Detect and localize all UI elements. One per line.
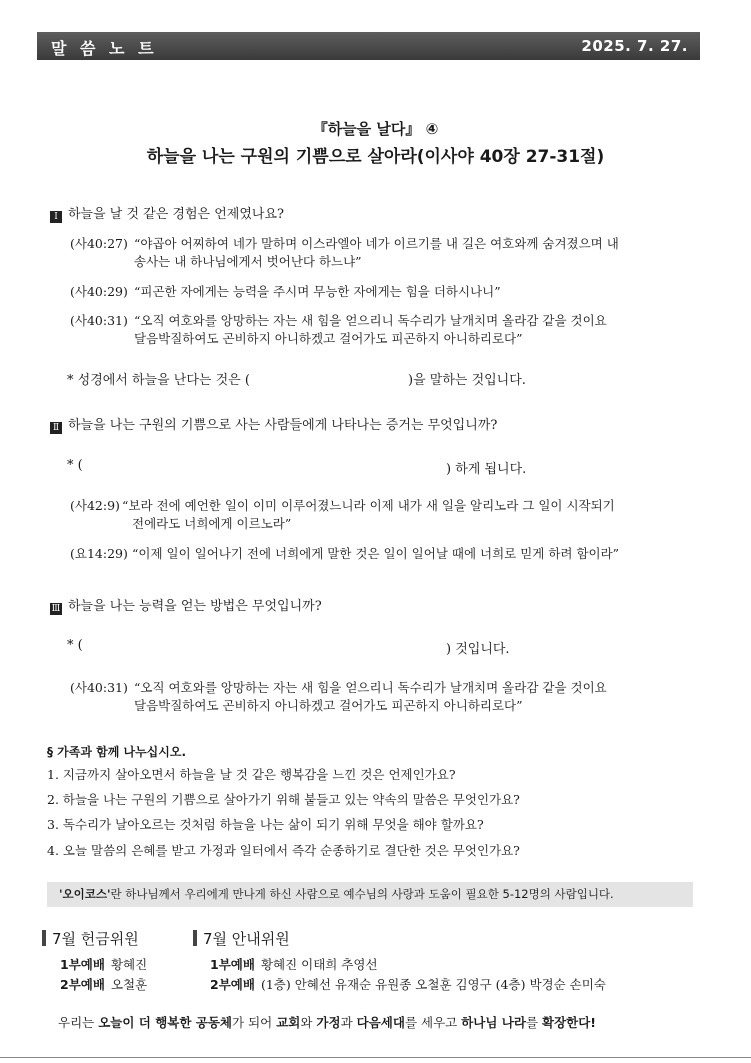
- offering-heading-text: 7월 헌금위원: [52, 930, 139, 948]
- header-date: 2025. 7. 27.: [581, 37, 688, 55]
- vision-statement: [58, 1013, 596, 1031]
- vision-text: 를 세우고: [404, 1015, 462, 1030]
- fill-blank-start: * 성경에서 하늘을 난다는 것은 (: [67, 373, 250, 388]
- verse-ref: (사40:27): [70, 236, 128, 251]
- vision-text: 를: [525, 1015, 542, 1030]
- family-question: 1. 지금까지 살아오면서 하늘을 날 것 같은 행복감을 느낀 것은 언제인가요?: [47, 767, 456, 782]
- vision-emphasis: 오늘이 더 행복한 공동체: [98, 1015, 233, 1030]
- verse-text: “피곤한 자에게는 능력을 주시며 무능한 자에게는 힘을 더하시나니”: [134, 284, 501, 299]
- verse-ref: (요14:29): [70, 546, 128, 561]
- verse-text-cont: 달음박질하여도 곤비하지 아니하겠고 걸어가도 피곤하지 아니하리로다”: [134, 698, 523, 713]
- question-3: [50, 598, 322, 616]
- numeral-2-icon: Ⅱ: [50, 422, 62, 434]
- vision-text: 와: [300, 1015, 317, 1030]
- usher-names: (1층) 안혜선 유재순 유원종 오철훈 김영구 (4층) 박경순 손미숙: [260, 977, 606, 992]
- verse-ref: (사40:29): [70, 284, 128, 299]
- question-2-text: 하늘을 나는 구원의 기쁨으로 사는 사람들에게 나타나는 증거는 무엇입니까?: [68, 418, 498, 433]
- usher-names: 황혜진 이태희 추영선: [260, 957, 378, 972]
- vision-emphasis: 가정: [316, 1015, 341, 1030]
- numeral-1-icon: Ⅰ: [50, 211, 62, 223]
- verse-text: “오직 여호와를 앙망하는 자는 새 힘을 얻으리니 독수리가 날개치며 올라감 같을 것이요: [134, 313, 607, 328]
- service-label: 2부예배: [60, 977, 105, 992]
- fill-blank-end: ) 하게 됩니다.: [446, 462, 527, 477]
- sermon-series-title: 『하늘을 날다』 ④: [312, 120, 439, 138]
- offering-heading: [42, 928, 139, 949]
- question-2: [50, 417, 497, 435]
- bottom-divider: [0, 1057, 751, 1058]
- ushers-heading: [193, 928, 290, 949]
- sermon-title: 하늘을 나는 구원의 기쁨으로 살아라(이사야 40장 27-31절): [146, 147, 605, 167]
- oikos-definition: 란 하나님께서 우리에게 만나게 하신 사람으로 예수님의 사랑과 도움이 필요한 5-12명의 사람입니다.: [110, 887, 614, 901]
- header-label: 말 씀 노 트: [51, 39, 158, 58]
- vision-emphasis: 교회: [276, 1015, 301, 1030]
- offering-row: [60, 975, 147, 993]
- header-bar: [37, 32, 700, 60]
- vision-emphasis: 하나님 나라: [461, 1015, 526, 1030]
- vision-text: 과: [340, 1015, 357, 1030]
- fill-blank-end: )을 말하는 것입니다.: [408, 373, 526, 388]
- numeral-3-icon: Ⅲ: [51, 604, 61, 614]
- family-heading: § 가족과 함께 나누십시오.: [47, 745, 187, 759]
- oikos-term: '오이코스': [59, 887, 111, 901]
- vision-emphasis: 다음세대: [356, 1015, 405, 1030]
- oikos-banner: [47, 882, 693, 907]
- service-label: 2부예배: [210, 977, 255, 992]
- verse-ref: (사40:31): [70, 313, 128, 328]
- vision-text: 가 되어: [232, 1015, 277, 1030]
- offering-names: 오철훈: [110, 977, 148, 992]
- section-marker-icon: [42, 930, 46, 946]
- fill-blank-end: ) 것입니다.: [446, 642, 510, 657]
- vision-emphasis: 확장한다!: [542, 1015, 597, 1030]
- offering-names: 황혜진: [110, 957, 148, 972]
- ushers-row: [210, 955, 378, 973]
- verse-ref: (사42:9): [70, 498, 120, 513]
- verse-text: “야곱아 어찌하여 네가 말하며 이스라엘아 네가 이르기를 내 길은 여호와께 숨겨졌으며 내: [134, 236, 619, 251]
- section-marker-icon: [193, 930, 197, 946]
- service-label: 1부예배: [210, 957, 255, 972]
- verse-text: “이제 일이 일어나기 전에 너희에게 말한 것은 일이 일어날 때에 너희로 믿게 하려 함이라”: [132, 546, 620, 561]
- ushers-row: [210, 975, 606, 993]
- fill-blank-start: * (: [67, 458, 83, 473]
- verse-text-cont: 전에라도 너희에게 이르노라”: [132, 516, 292, 531]
- verse-text-cont: 달음박질하여도 곤비하지 아니하겠고 걸어가도 피곤하지 아니하리로다”: [134, 331, 523, 346]
- verse-text: “보라 전에 예언한 일이 이미 이루어졌느니라 이제 내가 새 일을 알리노라 그 일이 시작되기: [122, 498, 615, 513]
- family-question: 2. 하늘을 나는 구원의 기쁨으로 살아가기 위해 붙들고 있는 약속의 말씀은 무엇인가요?: [47, 792, 520, 807]
- verse-ref: (사40:31): [70, 680, 128, 695]
- verse-text: “오직 여호와를 앙망하는 자는 새 힘을 얻으리니 독수리가 날개치며 올라감 같을 것이요: [134, 680, 607, 695]
- question-1-text: 하늘을 날 것 같은 경험은 언제였나요?: [68, 207, 285, 222]
- offering-row: [60, 955, 147, 973]
- vision-text: 우리는: [58, 1015, 99, 1030]
- question-1: [50, 206, 284, 224]
- question-3-text: 하늘을 나는 능력을 얻는 방법은 무엇입니까?: [68, 599, 322, 614]
- verse-text-cont: 송사는 내 하나님에게서 벗어난다 하느냐”: [134, 254, 362, 269]
- fill-blank-start: * (: [67, 638, 83, 653]
- family-question: 3. 독수리가 날아오르는 것처럼 하늘을 나는 삶이 되기 위해 무엇을 해야 할까요?: [47, 817, 484, 832]
- service-label: 1부예배: [60, 957, 105, 972]
- family-question: 4. 오늘 말씀의 은혜를 받고 가정과 일터에서 즉각 순종하기로 결단한 것은 무엇인가요?: [47, 843, 520, 858]
- ushers-heading-text: 7월 안내위원: [203, 930, 290, 948]
